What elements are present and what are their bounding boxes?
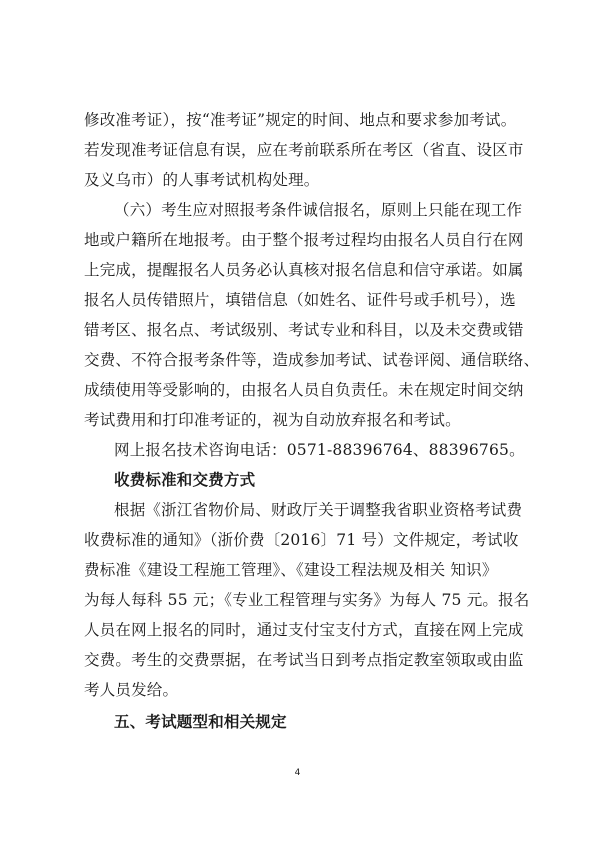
body-text-line: 根据《浙江省物价局、财政厅关于调整我省职业资格考试费 xyxy=(114,501,523,519)
body-text-line: 费标准《建设工程施工管理》、《建设工程法规及相关 知识》 xyxy=(84,561,498,579)
body-text-line: 错考区、报名点、考试级别、考试专业和科目，以及未交费或错 xyxy=(84,321,524,339)
section-heading-exam-format: 五、考试题型和相关规定 xyxy=(114,713,287,731)
section-heading-fees: 收费标准和交费方式 xyxy=(114,471,256,489)
body-text-line: 若发现准考证信息有误，应在考前联系所在考区（省直、设区市 xyxy=(84,141,524,159)
page-number: 4 xyxy=(294,768,301,778)
body-text-line: 考试费用和打印准考证的，视为自动放弃报名和考试。 xyxy=(84,411,461,429)
body-text-line: 上完成，提醒报名人员务必认真核对报名信息和信守承诺。如属 xyxy=(84,261,524,279)
body-text-line: 成绩使用等受影响的，由报名人员自负责任。未在规定时间交纳 xyxy=(84,381,524,399)
body-text-line: 交费。考生的交费票据，在考试当日到考点指定教室领取或由监 xyxy=(84,651,524,669)
body-text-line: 及义乌市）的人事考试机构处理。 xyxy=(84,171,320,189)
body-text-line: 考人员发给。 xyxy=(84,681,179,699)
body-text-line: 修改准考证），按“准考证”规定的时间、地点和要求参加考试。 xyxy=(84,111,517,129)
contact-phone-line: 网上报名技术咨询电话：0571-88396764、88396765。 xyxy=(114,441,525,459)
body-text-line: （六）考生应对照报考条件诚信报名，原则上只能在现工作 xyxy=(114,201,523,219)
body-text-line: 报名人员传错照片，填错信息（如姓名、证件号或手机号），选 xyxy=(84,291,516,309)
body-text-line: 收费标准的通知》（浙价费〔2016〕71 号）文件规定，考试收 xyxy=(84,531,519,549)
body-text-line: 地或户籍所在地报考。由于整个报考过程均由报名人员自行在网 xyxy=(84,231,524,249)
body-text-line: 交费、不符合报考条件等，造成参加考试、试卷评阅、通信联络、 xyxy=(84,351,540,369)
body-text-line: 为每人每科 55 元；《专业工程管理与实务》为每人 75 元。报名 xyxy=(84,591,530,609)
body-text-line: 人员在网上报名的同时，通过支付宝支付方式，直接在网上完成 xyxy=(84,621,524,639)
